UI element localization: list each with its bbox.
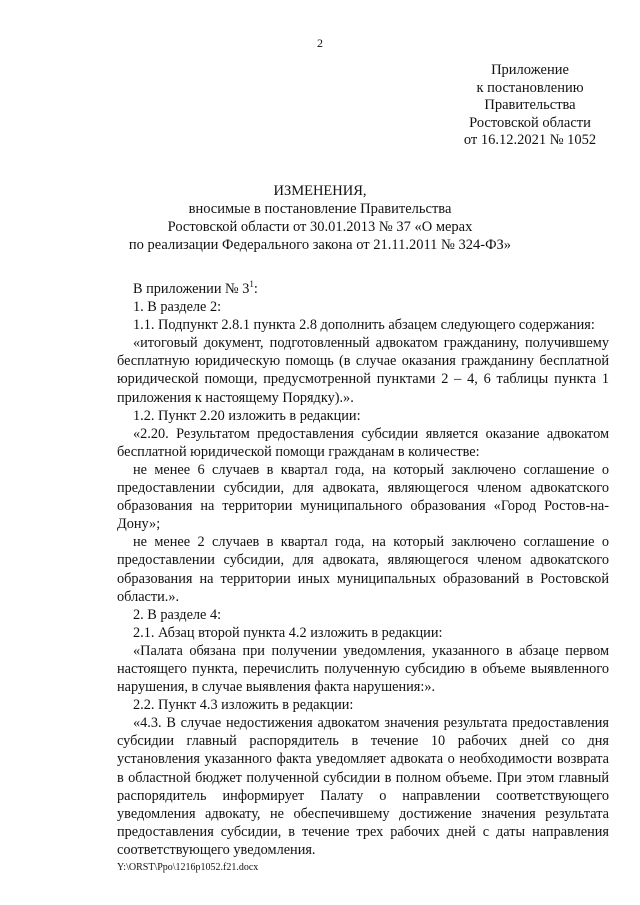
appendix-line: от 16.12.2021 № 1052 <box>463 132 597 149</box>
appendix-block <box>430 62 630 150</box>
paragraph: «итоговый документ, подготовленный адвокатом гражданину, получившему бесплатную юридическую помощь (в случае оказания гражданину бесплатной юридической помощи, предусмотренной пунктами 2 – 4, 6 таблицы пункта 1 приложения к настоящему Порядку).». <box>117 335 609 406</box>
paragraph: 2. В разделе 4: <box>133 606 222 623</box>
title-line: по реализации Федерального закона от 21.11.2011 № 324-ФЗ» <box>128 237 512 253</box>
page-number: 2 <box>317 36 323 50</box>
appendix-line: к постановлению <box>476 79 584 96</box>
paragraph: 2.1. Абзац второй пункта 4.2 изложить в редакции: <box>133 624 443 641</box>
appendix-line: Приложение <box>491 62 569 78</box>
appendix-line: Ростовской области <box>469 114 591 131</box>
title-heading: ИЗМЕНЕНИЯ, <box>273 183 367 199</box>
paragraph: «2.20. Результатом предоставления субсидии является оказание адвокатом бесплатной юридической помощи гражданам в количестве: <box>117 425 609 460</box>
title-line: Ростовской области от 30.01.2013 № 37 «О мерах <box>167 219 473 235</box>
paragraph: 1.1. Подпункт 2.8.1 пункта 2.8 дополнить абзацем следующего содержания: <box>133 317 595 334</box>
paragraph: 1. В разделе 2: <box>133 299 222 316</box>
appendix-line: Правительства <box>484 97 576 114</box>
intro-tail: : <box>253 281 258 297</box>
document-body <box>117 280 609 859</box>
intro-text: В приложении № 3 <box>133 281 250 297</box>
paragraph: «Палата обязана при получении уведомления, указанного в абзаце первом настоящего пункта, перечислить полученную субсидию в объеме выявленного нарушения, в случае выявления факта нарушения:». <box>117 642 609 696</box>
paragraph: не менее 6 случаев в квартал года, на который заключено соглашение о предоставлении субсидии, для адвоката, являющегося членом адвокатского образования на территории муниципального образования «Город Ростов-на-Дону»; <box>117 461 609 533</box>
paragraph-intro <box>117 280 609 298</box>
intro-superscript: 1 <box>249 279 254 290</box>
title-line: вносимые в постановление Правительства <box>188 201 452 217</box>
document-title <box>0 182 640 254</box>
paragraph: 2.2. Пункт 4.3 изложить в редакции: <box>133 697 354 714</box>
paragraph: 1.2. Пункт 2.20 изложить в редакции: <box>133 407 361 424</box>
paragraph: «4.3. В случае недостижения адвокатом значения результата предоставления субсидии главный распорядитель в течение 10 рабочих дней со дня установления указанного факта уведомляет адвоката о необходимости возврата в областной бюджет полученной субсидии в полном объеме. При этом главный распорядитель информирует Палату о направлении соответствующего уведомления адвокату, не обеспечившему достижение значения результата предоставления субсидии, в течение трех рабочих дней с даты направления соответствующего уведомления. <box>117 715 609 858</box>
file-path-footer: Y:\ORST\Ppo\1216p1052.f21.docx <box>117 862 259 873</box>
paragraph: не менее 2 случаев в квартал года, на который заключено соглашение о предоставлении субсидии, для адвоката, являющегося членом адвокатского образования на территории иных муниципальных образований в Ростовской области.». <box>117 534 609 605</box>
